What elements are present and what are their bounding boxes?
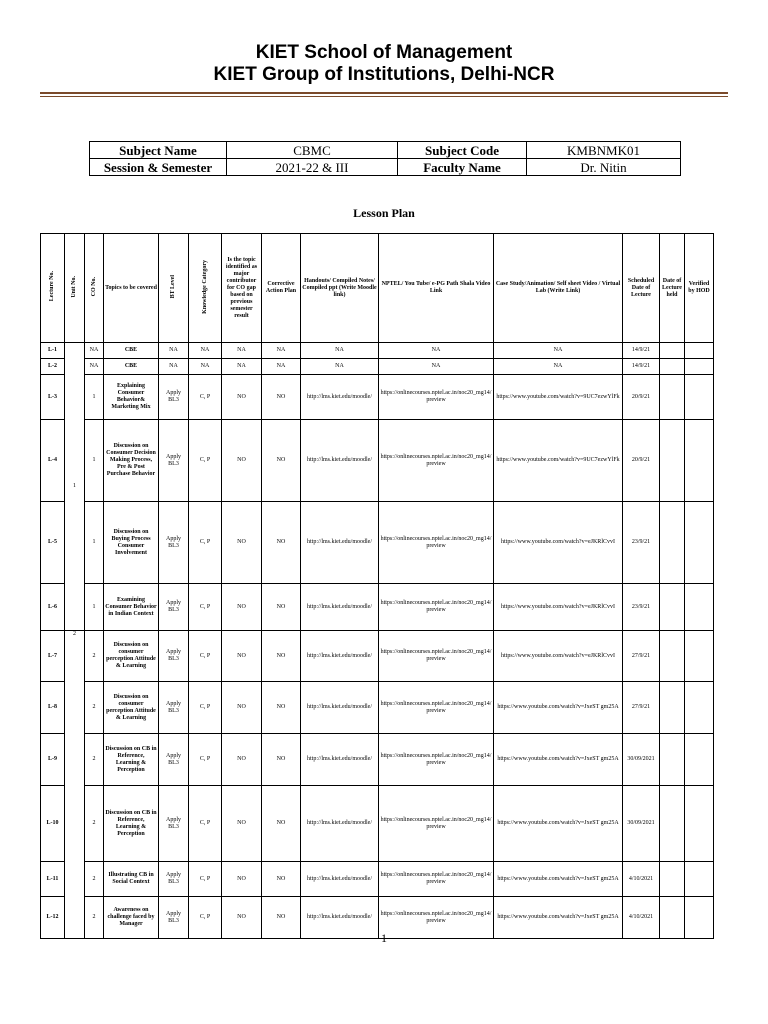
nptel-link[interactable]: https://onlinecourses.nptel.ac.in/noc20_mg14/preview bbox=[379, 862, 494, 897]
handout-link[interactable]: http://lms.kiet.edu/moodle/ bbox=[301, 375, 379, 420]
nptel-link[interactable]: https://onlinecourses.nptel.ac.in/noc20_mg14/preview bbox=[379, 682, 494, 734]
table-header-row bbox=[41, 234, 714, 343]
lecture-no: L-2 bbox=[41, 359, 65, 375]
bt-level: Apply BL3 bbox=[159, 631, 189, 682]
case-link[interactable]: https://www.youtube.com/watch?v=JxeST gm25A bbox=[494, 862, 623, 897]
corrective-action: NO bbox=[262, 375, 301, 420]
corrective-action: NO bbox=[262, 734, 301, 786]
date-held bbox=[660, 359, 685, 375]
faculty-label: Faculty Name bbox=[398, 159, 527, 176]
co-no: 2 bbox=[85, 682, 104, 734]
verified-hod bbox=[685, 631, 714, 682]
topic: Awareness on challenge faced by Manager bbox=[104, 897, 159, 939]
verified-hod bbox=[685, 682, 714, 734]
table-row bbox=[41, 343, 714, 359]
table-row bbox=[41, 786, 714, 862]
date-held bbox=[660, 734, 685, 786]
verified-hod bbox=[685, 862, 714, 897]
scheduled-date: 30/09/2021 bbox=[623, 734, 660, 786]
nptel-link[interactable]: https://onlinecourses.nptel.ac.in/noc20_mg14/preview bbox=[379, 584, 494, 631]
lecture-no: L-6 bbox=[41, 584, 65, 631]
scheduled-date: 30/09/2021 bbox=[623, 786, 660, 862]
lecture-no: L-9 bbox=[41, 734, 65, 786]
session-value: 2021-22 & III bbox=[227, 159, 398, 176]
co-gap: NA bbox=[222, 359, 262, 375]
scheduled-date: 27/9/21 bbox=[623, 631, 660, 682]
handout-link[interactable]: http://lms.kiet.edu/moodle/ bbox=[301, 786, 379, 862]
verified-hod bbox=[685, 375, 714, 420]
nptel-link[interactable]: https://onlinecourses.nptel.ac.in/noc20_mg14/preview bbox=[379, 734, 494, 786]
case-link: NA bbox=[494, 359, 623, 375]
knowledge-category: C, P bbox=[189, 420, 222, 502]
co-gap: NO bbox=[222, 420, 262, 502]
corrective-action: NO bbox=[262, 502, 301, 584]
bt-level: Apply BL3 bbox=[159, 862, 189, 897]
corrective-action: NA bbox=[262, 359, 301, 375]
case-link[interactable]: https://www.youtube.com/watch?v=eJKRlCvvI bbox=[494, 631, 623, 682]
knowledge-category: C, P bbox=[189, 502, 222, 584]
bt-level: Apply BL3 bbox=[159, 420, 189, 502]
col-handouts: Handouts/ Compiled Notes/ Compiled ppt (Write Moodle link) bbox=[301, 234, 379, 343]
corrective-action: NO bbox=[262, 584, 301, 631]
table-row bbox=[41, 584, 714, 631]
bt-level: NA bbox=[159, 343, 189, 359]
handout-link[interactable]: http://lms.kiet.edu/moodle/ bbox=[301, 502, 379, 584]
knowledge-category: C, P bbox=[189, 734, 222, 786]
co-no: 2 bbox=[85, 897, 104, 939]
bt-level: Apply BL3 bbox=[159, 375, 189, 420]
verified-hod bbox=[685, 420, 714, 502]
scheduled-date: 23/9/21 bbox=[623, 584, 660, 631]
table-row bbox=[41, 359, 714, 375]
col-unit-no: Unit No. bbox=[65, 234, 85, 343]
topic: Illustrating CB in Social Context bbox=[104, 862, 159, 897]
subject-name-value: CBMC bbox=[227, 142, 398, 159]
table-row bbox=[41, 375, 714, 420]
col-verified-hod: Verified by HOD bbox=[685, 234, 714, 343]
table-row bbox=[41, 682, 714, 734]
corrective-action: NO bbox=[262, 420, 301, 502]
scheduled-date: 20/9/21 bbox=[623, 375, 660, 420]
verified-hod bbox=[685, 734, 714, 786]
co-no: 2 bbox=[85, 862, 104, 897]
lesson-plan-title: Lesson Plan bbox=[353, 206, 415, 220]
page-number: 1 bbox=[381, 931, 387, 945]
corrective-action: NO bbox=[262, 897, 301, 939]
handout-link[interactable]: http://lms.kiet.edu/moodle/ bbox=[301, 631, 379, 682]
co-gap: NO bbox=[222, 734, 262, 786]
case-link[interactable]: https://www.youtube.com/watch?v=eJKRlCvvI bbox=[494, 584, 623, 631]
knowledge-category: C, P bbox=[189, 897, 222, 939]
co-no: NA bbox=[85, 359, 104, 375]
co-gap: NO bbox=[222, 682, 262, 734]
case-link: NA bbox=[494, 343, 623, 359]
corrective-action: NA bbox=[262, 343, 301, 359]
institution-group: KIET Group of Institutions, Delhi-NCR bbox=[213, 64, 555, 85]
case-link[interactable]: https://www.youtube.com/watch?v=JxeST gm25A bbox=[494, 786, 623, 862]
unit-no: 1 bbox=[65, 343, 85, 631]
scheduled-date: 27/9/21 bbox=[623, 682, 660, 734]
col-co-no: CO No. bbox=[85, 234, 104, 343]
topic: Discussion on CB in Reference, Learning & Perception bbox=[104, 786, 159, 862]
bt-level: Apply BL3 bbox=[159, 584, 189, 631]
handout-link[interactable]: http://lms.kiet.edu/moodle/ bbox=[301, 682, 379, 734]
nptel-link[interactable]: https://onlinecourses.nptel.ac.in/noc20_mg14/preview bbox=[379, 897, 494, 939]
handout-link[interactable]: http://lms.kiet.edu/moodle/ bbox=[301, 897, 379, 939]
date-held bbox=[660, 862, 685, 897]
nptel-link[interactable]: https://onlinecourses.nptel.ac.in/noc20_mg14/preview bbox=[379, 786, 494, 862]
knowledge-category: C, P bbox=[189, 786, 222, 862]
bt-level: Apply BL3 bbox=[159, 502, 189, 584]
knowledge-category: C, P bbox=[189, 375, 222, 420]
case-link[interactable]: https://www.youtube.com/watch?v=9UC7ezwYlFk bbox=[494, 420, 623, 502]
topic: CBE bbox=[104, 343, 159, 359]
subject-code-label: Subject Code bbox=[398, 142, 527, 159]
col-topics: Topics to be covered bbox=[104, 234, 159, 343]
scheduled-date: 14/9/21 bbox=[623, 359, 660, 375]
bt-level: Apply BL3 bbox=[159, 734, 189, 786]
col-corrective-action: Corrective Action Plan bbox=[262, 234, 301, 343]
date-held bbox=[660, 682, 685, 734]
topic: Discussion on Buying Process Consumer Involvement bbox=[104, 502, 159, 584]
lecture-no: L-7 bbox=[41, 631, 65, 682]
handout-link: NA bbox=[301, 359, 379, 375]
col-knowledge-category: Knowledge Category bbox=[189, 234, 222, 343]
corrective-action: NO bbox=[262, 631, 301, 682]
corrective-action: NO bbox=[262, 682, 301, 734]
lesson-plan-table bbox=[40, 233, 714, 939]
scheduled-date: 23/9/21 bbox=[623, 502, 660, 584]
knowledge-category: NA bbox=[189, 343, 222, 359]
co-no: 1 bbox=[85, 420, 104, 502]
header-rule bbox=[40, 92, 728, 94]
subject-code-value: KMBNMK01 bbox=[527, 142, 681, 159]
lecture-no: L-1 bbox=[41, 343, 65, 359]
co-gap: NO bbox=[222, 584, 262, 631]
lecture-no: L-8 bbox=[41, 682, 65, 734]
table-row bbox=[41, 631, 714, 682]
co-no: 1 bbox=[85, 502, 104, 584]
document-header bbox=[0, 42, 768, 86]
table-row bbox=[41, 734, 714, 786]
co-gap: NO bbox=[222, 502, 262, 584]
nptel-link: NA bbox=[379, 359, 494, 375]
co-gap: NO bbox=[222, 897, 262, 939]
verified-hod bbox=[685, 584, 714, 631]
col-nptel: NPTEL/ You Tube/ e-PG Path Shala Video Link bbox=[379, 234, 494, 343]
date-held bbox=[660, 631, 685, 682]
unit-no: 2 bbox=[65, 631, 85, 939]
co-gap: NO bbox=[222, 862, 262, 897]
case-link[interactable]: https://www.youtube.com/watch?v=JxeST gm25A bbox=[494, 682, 623, 734]
topic: CBE bbox=[104, 359, 159, 375]
bt-level: Apply BL3 bbox=[159, 897, 189, 939]
nptel-link[interactable]: https://onlinecourses.nptel.ac.in/noc20_mg14/preview bbox=[379, 631, 494, 682]
knowledge-category: C, P bbox=[189, 682, 222, 734]
topic: Discussion on CB in Reference, Learning & Perception bbox=[104, 734, 159, 786]
verified-hod bbox=[685, 786, 714, 862]
bt-level: NA bbox=[159, 359, 189, 375]
nptel-link[interactable]: https://onlinecourses.nptel.ac.in/noc20_mg14/preview bbox=[379, 420, 494, 502]
knowledge-category: C, P bbox=[189, 584, 222, 631]
col-co-gap: Is the topic identified as major contributor for CO gap based on previous semester result bbox=[222, 234, 262, 343]
co-no: NA bbox=[85, 343, 104, 359]
knowledge-category: C, P bbox=[189, 862, 222, 897]
date-held bbox=[660, 420, 685, 502]
verified-hod bbox=[685, 359, 714, 375]
scheduled-date: 14/9/21 bbox=[623, 343, 660, 359]
scheduled-date: 4/10/2021 bbox=[623, 862, 660, 897]
topic: Discussion on consumer perception Attitude & Learning bbox=[104, 631, 159, 682]
nptel-link[interactable]: https://onlinecourses.nptel.ac.in/noc20_mg14/preview bbox=[379, 375, 494, 420]
nptel-link: NA bbox=[379, 343, 494, 359]
case-link[interactable]: https://www.youtube.com/watch?v=JxeST gm25A bbox=[494, 734, 623, 786]
handout-link: NA bbox=[301, 343, 379, 359]
corrective-action: NO bbox=[262, 862, 301, 897]
topic: Discussion on Consumer Decision Making Process, Pre & Post Purchase Behavior bbox=[104, 420, 159, 502]
co-gap: NA bbox=[222, 343, 262, 359]
case-link[interactable]: https://www.youtube.com/watch?v=9UC7ezwYlFk bbox=[494, 375, 623, 420]
co-gap: NO bbox=[222, 786, 262, 862]
lecture-no: L-4 bbox=[41, 420, 65, 502]
col-scheduled-date: Scheduled Date of Lecture bbox=[623, 234, 660, 343]
scheduled-date: 4/10/2021 bbox=[623, 897, 660, 939]
handout-link[interactable]: http://lms.kiet.edu/moodle/ bbox=[301, 584, 379, 631]
lecture-no: L-12 bbox=[41, 897, 65, 939]
handout-link[interactable]: http://lms.kiet.edu/moodle/ bbox=[301, 862, 379, 897]
lecture-no: L-3 bbox=[41, 375, 65, 420]
verified-hod bbox=[685, 343, 714, 359]
co-no: 2 bbox=[85, 786, 104, 862]
nptel-link[interactable]: https://onlinecourses.nptel.ac.in/noc20_mg14/preview bbox=[379, 502, 494, 584]
bt-level: Apply BL3 bbox=[159, 682, 189, 734]
col-lecture-no: Lecture No. bbox=[41, 234, 65, 343]
handout-link[interactable]: http://lms.kiet.edu/moodle/ bbox=[301, 420, 379, 502]
co-no: 1 bbox=[85, 584, 104, 631]
topic: Discussion on consumer perception Attitude & Learning bbox=[104, 682, 159, 734]
institution-name: KIET School of Management bbox=[255, 42, 513, 63]
co-gap: NO bbox=[222, 375, 262, 420]
lecture-no: L-11 bbox=[41, 862, 65, 897]
topic: Explaining Consumer Behavior& Marketing Mix bbox=[104, 375, 159, 420]
col-bt-level: BT Level bbox=[159, 234, 189, 343]
bt-level: Apply BL3 bbox=[159, 786, 189, 862]
co-gap: NO bbox=[222, 631, 262, 682]
date-held bbox=[660, 786, 685, 862]
table-row bbox=[41, 420, 714, 502]
case-link[interactable]: https://www.youtube.com/watch?v=JxeST gm25A bbox=[494, 897, 623, 939]
topic: Examining Consumer Behavior in Indian Context bbox=[104, 584, 159, 631]
col-date-held: Date of Lecture held bbox=[660, 234, 685, 343]
faculty-value: Dr. Nitin bbox=[527, 159, 681, 176]
col-case-study: Case Study/Animation/ Self sheet Video / Virtual Lab (Write Link) bbox=[494, 234, 623, 343]
date-held bbox=[660, 502, 685, 584]
header-rule-thin bbox=[40, 96, 728, 97]
co-no: 2 bbox=[85, 631, 104, 682]
corrective-action: NO bbox=[262, 786, 301, 862]
verified-hod bbox=[685, 502, 714, 584]
handout-link[interactable]: http://lms.kiet.edu/moodle/ bbox=[301, 734, 379, 786]
date-held bbox=[660, 584, 685, 631]
subject-name-label: Subject Name bbox=[90, 142, 227, 159]
lecture-no: L-5 bbox=[41, 502, 65, 584]
co-no: 2 bbox=[85, 734, 104, 786]
knowledge-category: C, P bbox=[189, 631, 222, 682]
scheduled-date: 20/9/21 bbox=[623, 420, 660, 502]
subject-info-table bbox=[89, 141, 681, 176]
session-label: Session & Semester bbox=[90, 159, 227, 176]
date-held bbox=[660, 343, 685, 359]
table-row bbox=[41, 502, 714, 584]
table-row bbox=[41, 862, 714, 897]
lecture-no: L-10 bbox=[41, 786, 65, 862]
date-held bbox=[660, 375, 685, 420]
knowledge-category: NA bbox=[189, 359, 222, 375]
case-link[interactable]: https://www.youtube.com/watch?v=eJKRlCvvI bbox=[494, 502, 623, 584]
co-no: 1 bbox=[85, 375, 104, 420]
